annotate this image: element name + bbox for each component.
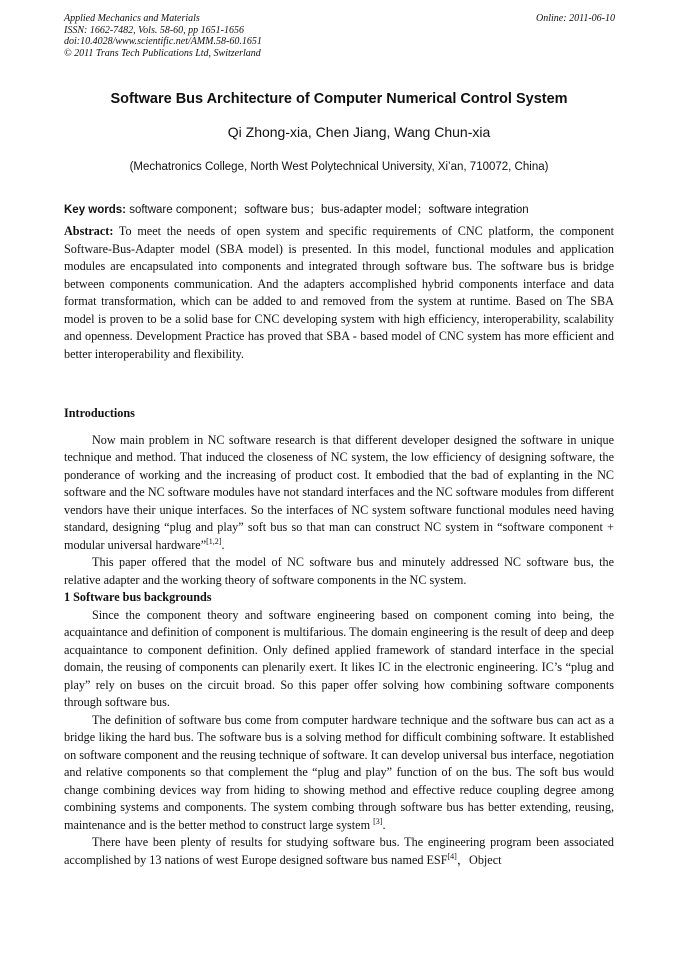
introductions-section: [64, 405, 614, 869]
keywords-label: Key words:: [64, 204, 126, 216]
intro-p1-text: Now main problem in NC software research is that different developer designed the software in unique technique and method. That induced the closeness of NC system, the low efficiency of designing software, the ponderance of working and the increasing of product cost. It embodied that the bad of explanting in the NC software and the NC software modules have not standard interfaces and the NC software modules from different vendors have their unique interfaces. So the interfaces of NC system software functional modules need having standard, designing “plug and play” soft bus so that man can construct NC system in “software component + modular universal hardware”: [64, 432, 614, 552]
affiliation: (Mechatronics College, North West Polytechnical University, Xi’an, 710072, China): [129, 161, 549, 173]
online-date: Online: 2011-06-10: [536, 13, 615, 24]
abstract-label: Abstract:: [64, 224, 114, 238]
journal-name: Applied Mechanics and Materials: [64, 13, 200, 24]
introductions-paragraph-2: This paper offered that the model of NC software bus and minutely addressed NC software bus, the relative adapter and the working theory of software components in the NC system.: [64, 555, 614, 587]
section1-paragraph-1: Since the component theory and software engineering based on component coming into being, the acquaintance and definition of component is multifarious. The domain engineering is the result of deep and deep acquaintance to component definition. Only defined applied framework of standard interface in the special domain, the reusing of components can plenarily exert. It likes IC in the electronic engineering. IC’s “plug and play” rely on buses on the circuit broad. So this paper offer solving how combining software components through software bus.: [64, 607, 614, 709]
journal-header: [64, 13, 262, 59]
introductions-paragraph-1: [64, 432, 614, 555]
abstract-text: To meet the needs of open system and specific requirements of CNC platform, the component Software-Bus-Adapter model (SBA model) is presented. In this model, functional modules and application modules are encapsulated into components and integrated through software bus. The software bus is bridge between components communication. And the adapters accomplished hybrid components interface and data format transformation, which can be added to and removed from the system at runtime. Based on The SBA model is proven to be a solid base for CNC developing system with high efficiency, interoperability, scalability and openness. Development Practice has proved that SBA - based model of CNC system has more efficient and better interoperability and flexibility.: [64, 224, 614, 361]
abstract-paragraph: [64, 223, 614, 363]
intro-p1-end: .: [221, 537, 225, 552]
introductions-heading: Introductions: [64, 406, 135, 420]
paper-title: Software Bus Architecture of Computer Numerical Control System: [110, 91, 568, 107]
abstract-block: [64, 223, 614, 363]
s1-p2-text: The definition of software bus come from computer hardware technique and the software bus can act as a bridge liking the hard bus. The software bus is a solving method for difficult combining software. It established on software component and the reusing technique of software. It can develop universal bus interface, negotiation and relative components so that complement the “plug and play” function of on the bus. The soft bus would change combining devices way from hiding to showing method and effective reduce coupling degree among combining systems and components. The system combing through software bus has better extending, reusing, maintenance and is the better method to construct large system: [64, 712, 614, 832]
issn-line: ISSN: 1662-7482, Vols. 58-60, pp 1651-1656: [64, 24, 244, 36]
intro-p1-citation: [1,2]: [206, 536, 222, 546]
keywords: [64, 201, 529, 217]
s1-p2-citation: [3]: [373, 816, 383, 826]
s1-p3-text: There have been plenty of results for studying software bus. The engineering program been associated accomplished by 13 nations of west Europe designed software bus named ESF: [64, 835, 614, 867]
doi-line: doi:10.4028/www.scientific.net/AMM.58-60.1651: [64, 36, 262, 47]
section1-paragraph-3: [64, 834, 614, 869]
section1-paragraph-2: [64, 712, 614, 835]
copyright-line: © 2011 Trans Tech Publications Ltd, Switzerland: [64, 47, 261, 59]
section1-heading: 1 Software bus backgrounds: [64, 590, 212, 604]
author-list: Qi Zhong-xia, Chen Jiang, Wang Chun-xia: [227, 124, 491, 140]
keywords-text: software component；software bus；bus-adapter model；software integration: [126, 204, 529, 216]
s1-p3-end: ，Object: [456, 852, 502, 867]
s1-p2-end: .: [382, 817, 386, 832]
s1-p3-citation: [4]: [447, 851, 457, 861]
